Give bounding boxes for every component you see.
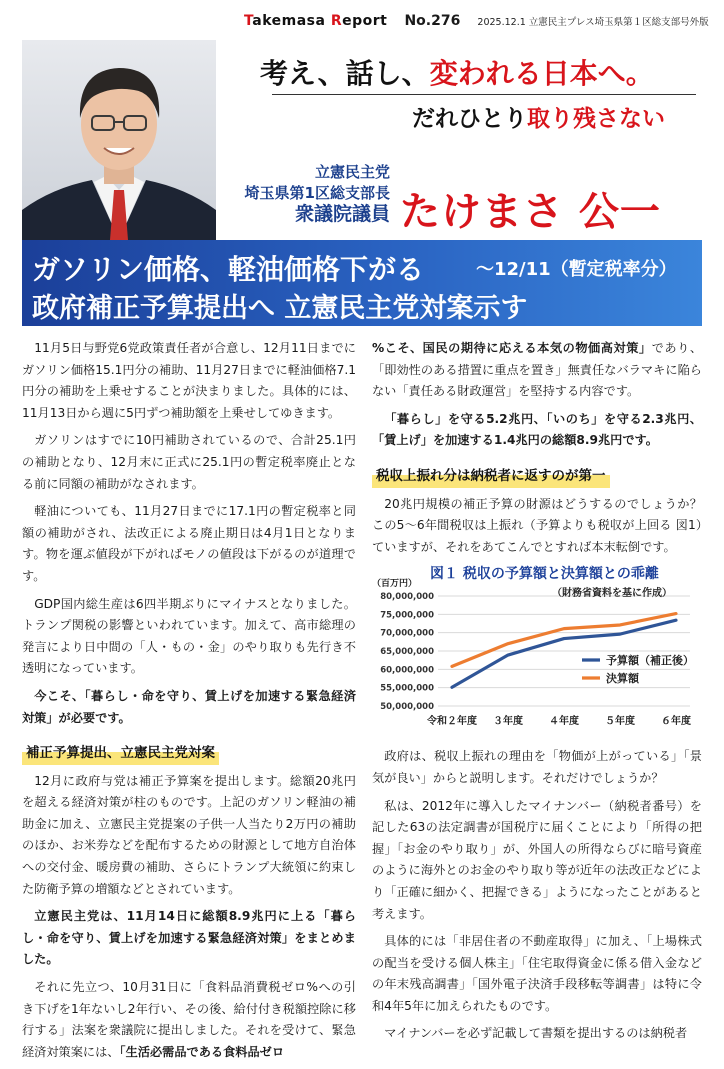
portrait-illustration (22, 40, 216, 252)
masthead (244, 10, 720, 32)
chart-y-tick-label: 65,000,000 (380, 647, 434, 657)
right-column (372, 338, 702, 1051)
paragraph-text: それに先立つ、10月31日に「食料品消費税ゼロ%への引き下げを1年ないし2年行い、その後、給付付き税額控除に移行する」法案を衆議院に提出しました。それを受けて、緊急経済対策案には、 (22, 980, 356, 1059)
headline-line1: ガソリン価格、軽油価格下がる (32, 248, 424, 288)
chart-x-tick-label: ４年度 (549, 714, 579, 727)
headline-line2: 政府補正予算提出へ 立憲民主党対案示す (32, 286, 527, 325)
tax-revenue-chart (372, 564, 702, 740)
slogan-line2-prefix: だれひとり (412, 105, 527, 132)
chart-x-tick-label: 令和２年度 (426, 714, 477, 727)
report-title-initial-r: R (331, 13, 342, 29)
office-title: 衆議院議員 (200, 204, 390, 225)
branch-title: 埼玉県第1区総支部長 (200, 183, 390, 204)
chart-legend-label: 決算額 (606, 671, 640, 685)
report-title-word2: eport (342, 13, 387, 29)
paragraph-bold-text: 「生活必需品である食料品ゼロ (120, 1045, 285, 1059)
paragraph-emphasis: 今こそ、「暮らし・命を守り、賃上げを加速する緊急経済対策」が必要です。 (22, 686, 356, 729)
chart-subtitle: （財務省資料を基に作成） (552, 583, 672, 605)
candidate-roles (200, 162, 390, 225)
chart-y-tick-label: 50,000,000 (380, 702, 434, 712)
report-title (244, 13, 387, 29)
chart-x-tick-label: ５年度 (605, 714, 635, 727)
paragraph: 軽油についても、11月27日までに17.1円の暫定税率と同額の補助がされ、法改正による廃止期日は4月1日となります。物を運ぶ値段が下がればモノの値段は下がるのが道理です。 (22, 501, 356, 587)
slogan-divider (272, 94, 696, 95)
paragraph: 私は、2012年に導入したマイナンバー（納税者番号）を記した63の法定調書が国税庁に届くことにより「所得の把握」「お金のやり取り」が、外国人の所得ならびに暗号資産のように海外とのお金のやり取り等が近年の法改正などにより「正確に細かく、把握できる」ようになったことがあると考えます。 (372, 796, 702, 926)
chart-unit-label: （百万円） (372, 574, 417, 596)
report-date: 2025.12.1 立憲民主プレス埼玉県第１区総支部号外版 (477, 17, 708, 28)
chart-y-tick-label: 70,000,000 (380, 629, 434, 639)
chart-title: 図１ 税収の予算額と決算額との乖離 (430, 564, 659, 586)
candidate-portrait (22, 40, 216, 252)
paragraph-emphasis: 立憲民主党は、11月14日に総額8.9兆円に上る「暮らし・命を守り、賃上げを加速する緊急経済対策」をまとめました。 (22, 906, 356, 971)
paragraph (372, 338, 702, 403)
chart-y-tick-label: 55,000,000 (380, 684, 434, 694)
paragraph-bold-text: %こそ、国民の期待に応える本気の物価高対策」 (372, 341, 652, 355)
paragraph (22, 977, 356, 1063)
chart-legend-label: 予算額（補正後） (606, 653, 694, 667)
slogan-line2 (412, 100, 665, 133)
headline-date-note: ～12/11（暫定税率分） (476, 255, 677, 281)
paragraph: 具体的には「非居住者の不動産取得」に加え、「上場株式の配当を受ける個人株主」「住宅取得資金に係る借入金などの年末残高調書」「国外電子決済手段移転等調書」は特に令和4年5年に加えられたものです。 (372, 931, 702, 1017)
paragraph: 政府は、税収上振れの理由を「物価が上がっている」「景気が良い」からと説明します。それだけでしょうか？ (372, 746, 702, 789)
paragraph: ガソリンはすでに10円補助されているので、合計25.1円の補助となり、12月末に正式に25.1円の暫定税率廃止となる前に同額の補助がなされます。 (22, 430, 356, 495)
report-number: No.276 (404, 13, 460, 29)
chart-x-tick-label: ６年度 (661, 714, 691, 727)
report-title-initial-t: T (244, 13, 252, 29)
slogan-line2-emphasis: 取り残さない (527, 105, 665, 132)
left-column (22, 338, 356, 1069)
slogan-line1-emphasis: 変われる日本へ。 (430, 57, 654, 90)
paragraph: マイナンバーを必ず記載して書類を提出するのは納税者 (372, 1023, 702, 1045)
section-heading: 税収上振れ分は納税者に返すのが第一 (372, 466, 610, 488)
paragraph: 20兆円規模の補正予算の財源はどうするのでしょうか？この5～6年間税収は上振れ（予算よりも税収が上回る 図1）ていますが、それをあてこんでとすれば本末転倒です。 (372, 494, 702, 559)
paragraph: 11月5日与野党6党政策責任者が合意し、12月11日までにガソリン価格15.1円分の補助、11月27日までに軽油価格7.1円分の補助を上乗せすることが決まりました。具体的には、11月13日から週に5円ずつ補助額を上乗せしてゆきます。 (22, 338, 356, 424)
paragraph-text: であり、「即効性のある措置に重点を置き」無責任なバラマキに陥らない「責任ある財政運営」を堅持する内容です。 (372, 341, 702, 398)
section-heading: 補正予算提出、立憲民主党対案 (22, 743, 219, 765)
paragraph: 12月に政府与党は補正予算案を提出します。総額20兆円を超える経済対策が柱のものです。上記のガソリン軽油の補助金に加え、立憲民主党提案の子供一人当たり2万円の補助のほか、お米券などを配布するための財源として地方自治体への交付金、暖房費の補助、さらにトランプ大統領に約束した防衛予算の増額などとされています。 (22, 771, 356, 901)
paragraph: GDP国内総生産は6四半期ぶりにマイナスとなりました。トランプ関税の影響といわれています。加えて、高市総理の発言により日中間の「人・もの・金」のやり取りも先行き不透明になっています。 (22, 594, 356, 680)
chart-x-tick-label: ３年度 (493, 714, 523, 727)
slogan-line1 (260, 52, 720, 92)
candidate-name: たけまさ 公一 (400, 180, 661, 237)
chart-y-tick-label: 60,000,000 (380, 666, 434, 676)
chart-y-tick-label: 80,000,000 (380, 592, 434, 602)
slogan-line1-prefix: 考え、話し、 (260, 57, 430, 90)
report-title-word1: akemasa (252, 13, 331, 29)
party-name: 立憲民主党 (200, 162, 390, 183)
paragraph-emphasis: 「暮らし」を守る5.2兆円、「いのち」を守る2.3兆円、「賃上げ」を加速する1.4兆円の総額8.9兆円です。 (372, 409, 702, 452)
chart-y-tick-label: 75,000,000 (380, 611, 434, 621)
